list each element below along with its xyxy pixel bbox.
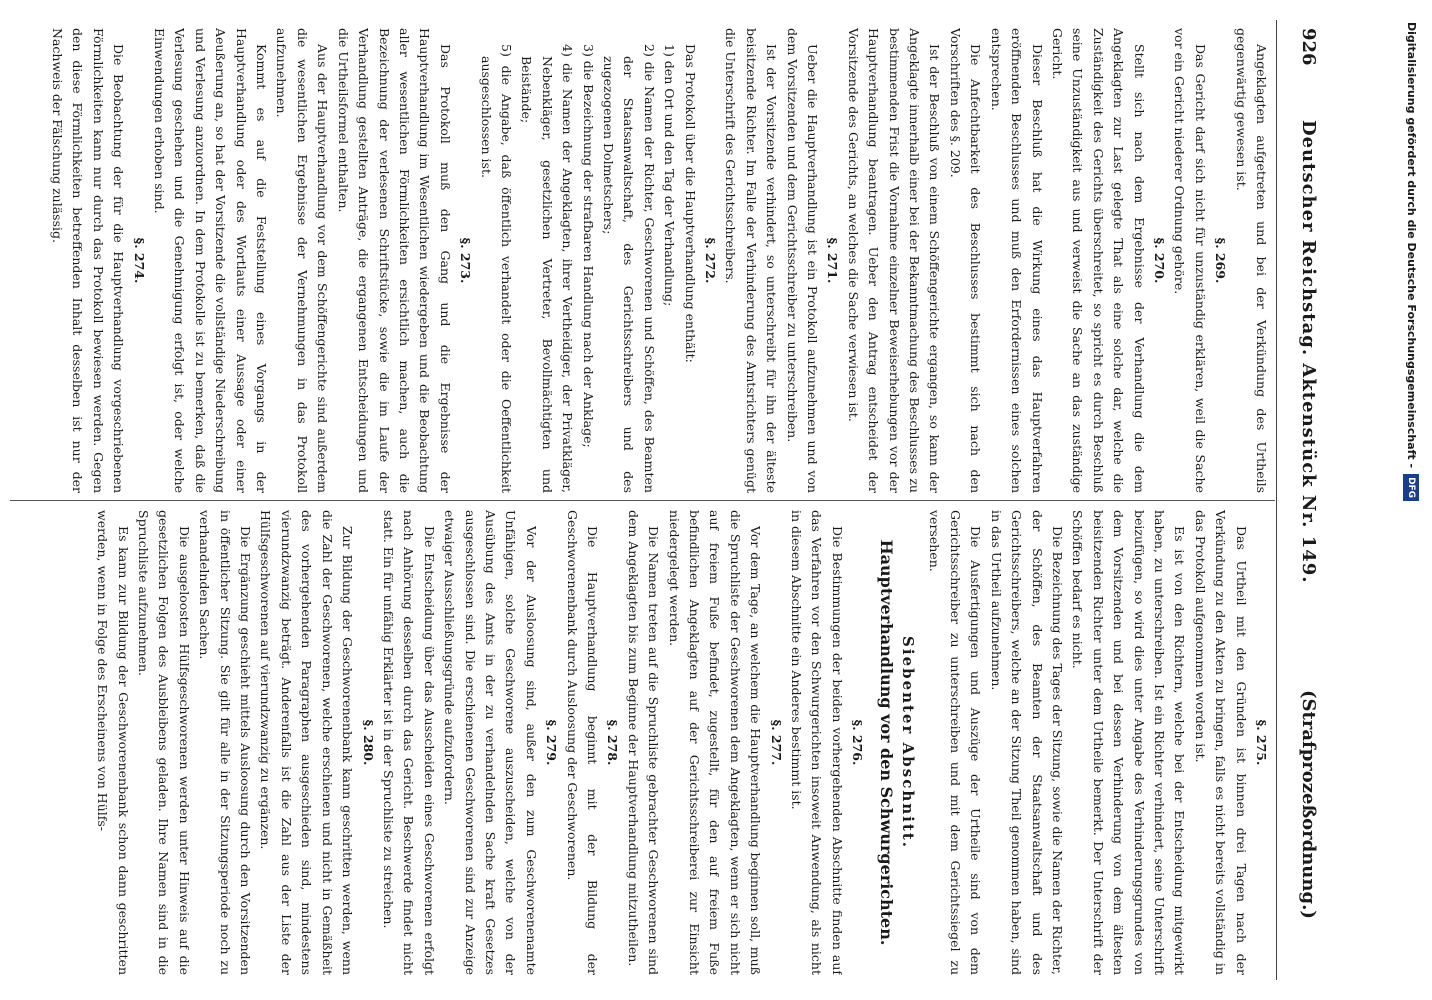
paragraph: Die Hauptverhandlung beginnt mit der Bildung der Geschworenenbank durch Ausloosung der Geschworenen. [564,510,600,975]
paragraph: Das Urtheil mit den Gründen ist binnen drei Tagen nach der Verkündung zu den Akten zu bringen, falls es nicht bereits vollständig in das Protokoll aufgenommen worden ist. [1192,510,1249,975]
credit-text: Digitalisierung gefördert durch die Deutsche Forschungsgemeinschaft - [1405,22,1418,469]
page-number: 926 [1298,28,1319,66]
right-column [6,510,1271,975]
section-number: §. 271. [825,237,841,284]
paragraph: Ueber die Hauptverhandlung ist ein Protokoll aufzunehmen und von dem Vorsitzenden und dem Gerichtsschreiber zu unterschreiben. [784,28,821,493]
section-number: §. 270. [1151,237,1167,284]
paragraph: Die Bezeichnung des Tages der Sitzung, sowie die Namen der Richter, der Schöffen, des Beamten der Staatsanwaltschaft und des Gerichtsschreibers, welche an der Sitzung Theil genommen haben, sind in das Urtheil aufzunehmen. [988,510,1065,975]
running-head-right: (Strafprozeßordnung.) [1298,690,1319,919]
section-number: §. 274. [131,237,147,284]
paragraph: Die Entscheidung über das Ausscheiden eines Geschworenen erfolgt nach Anhörung desselben durch das Gericht. Beschwerde findet nicht statt. Ein für unfähig Erklärter ist in der Spruchliste zu streichen. [380,510,437,975]
paragraph: Es kann zur Bildung der Geschworenenbank schon dann geschritten werden, wenn in Folge des Erscheinens von Hülfs- [95,510,131,975]
digitization-credit [1390,0,1432,1000]
page-header [1279,0,1319,1000]
paragraph: Stellt sich nach dem Ergebnisse der Verhandlung die dem Angeklagten zur Last gelegte That als eine solche dar, welche die Zuständigkeit des Gerichts überschreitet, so spricht es durch Beschluß seine Unzuständigkeit aus und verweist die Sache an das zuständige Gericht. [1049,28,1147,493]
paragraph: Die ausgeloosten Hülfsgeschworenen werden unter Hinweis auf die gesetzlichen Folgen des Ausbleibens geladen. Ihre Namen sind in die Spruchliste aufzunehmen. [136,510,192,975]
header-rule [1276,20,1277,980]
digitization-sidebar [1390,0,1432,1000]
paragraph: Zur Bildung der Geschworenenbank kann geschritten werden, wenn die Zahl der Geschworenen, welche erschienen und nicht in Gemäßheit des vorhergehenden Paragraphen ausgeschieden sind, mindestens vierundzwanzig beträgt. Anderenfalls ist die Zahl aus der Liste der Hülfsgeschworenen auf vierundzwanzig zu ergänzen. [258,510,356,975]
paragraph: Vor dem Tage, an welchem die Hauptverhandlung beginnen soll, muß die Spruchliste der Geschworenen dem Angeklagten, wenn er sich nicht auf freiem Fuße befindet, zugestellt, für den auf freiem Fuße befindlichen Angeklagten auf der Gerichtsschreiberei zur Einsicht niedergelegt werden. [666,510,764,975]
section-number: §. 273. [458,237,474,284]
paragraph: Die Beobachtung der für die Hauptverhandlung vorgeschriebenen Förmlichkeiten kann nur durch das Protokoll bewiesen werden. Gegen den diese Förmlichkeiten betreffenden Inhalt desselben ist nur der Nachweis der Fälschung zulässig. [50,28,127,493]
section-number: §. 276. [850,719,866,766]
section-number: §. 275. [1254,719,1269,766]
paragraph: Die Ergänzung geschieht mittels Ausloosung durch den Vorsitzenden in öffentlicher Sitzung. Sie gilt für alle in der Sitzungsperiode noch zu verhandelnden Sachen. [197,510,254,975]
paragraph: Das Protokoll über die Hauptverhandlung enthält: [682,44,698,363]
paragraph: Ist der Beschluß von einem Schöffengerichte ergangen, so kann der Angeklagte innerhalb einer bei der Bekanntmachung des Beschlusses zu bestimmenden Frist die Vornahme einzelner Beweiserhebungen vor der Hauptverhandlung beantragen. Ueber den Antrag entscheidet der Vorsitzende des Gerichts, an welches die Sache verwiesen ist. [845,28,943,493]
paragraph: Das Protokoll muß den Gang und die Ergebnisse der Hauptverhandlung im Wesentlichen wiedergeben und die Beobachtung aller wesentlichen Förmlichkeiten ersichtlich machen, auch die Bezeichnung der verlesenen Schriftstücke, sowie die im Laufe der Verhandlung gestellten Anträge, die ergangenen Entscheidungen und die Urtheilsformel enthalten. [335,28,453,493]
list-item: 1) den Ort und den Tag der Verhandlung; [662,44,678,307]
list-item: 3) die Bezeichnung der strafbaren Handlung nach der Anklage; [580,44,596,448]
paragraph: Angeklagten aufgetreten und bei der Verkündung des Urtheils gegenwärtig gewesen ist. [1233,28,1269,493]
rotated-page-content [2,0,1327,1000]
paragraph: Ist der Vorsitzende verhindert, so unterschreibt für ihn der älteste beisitzende Richter. Im Falle der Verhinderung des Amtsrichters genügt die Unterschrift des Gerichtsschreibers. [723,28,780,493]
chapter-subheading: Hauptverhandlung vor den Schwurgerichten. [876,539,896,946]
paragraph: Vor der Ausloosung sind, außer den zum Geschworenenamte Unfähigen, solche Geschworene auszuscheiden, welche von der Ausübung des Amts in der zu verhandelnden Sache kraft Gesetzes ausgeschlossen sind. Die erschienenen Geschworenen sind zur Anzeige etwaiger Ausschließungsgründe aufzufordern. [442,510,539,975]
column-divider [10,500,1275,501]
left-column [6,28,1271,493]
chapter-title: Siebenter Abschnitt. [899,636,918,849]
paragraph: Das Gericht darf sich nicht für unzuständig erklären, weil die Sache vor ein Gericht niederer Ordnung gehöre. [1172,28,1208,493]
list-item: 5) die Angabe, daß öffentlich verhandelt oder die Oeffentlichkeit ausgeschlossen ist. [478,44,514,493]
section-number: §. 279. [544,719,560,766]
list-item: 4) die Namen der Angeklagten, ihrer Vertheidiger, der Privatkläger, Nebenkläger, gesetzlichen Vertreter, Bevollmächtigten und Beistände; [519,44,576,493]
dfg-logo: DFG [1403,474,1419,501]
paragraph: Die Anfechtbarkeit des Beschlusses bestimmt sich nach den Vorschriften des §. 209. [947,28,984,493]
paragraph: Kommt es auf die Feststellung eines Vorgangs in der Hauptverhandlung oder des Wortlauts einer Aussage oder einer Aeußerung an, so hat der Vorsitzende die vollständige Niederschreibung und Verlesung anzuordnen. In dem Protokolle ist zu bemerken, daß die Verlesung geschehen und die Genehmigung erfolgt ist, oder welche Einwendungen erhoben sind. [152,28,270,493]
section-number: §. 277. [768,719,784,766]
paragraph: Es ist von den Richtern, welche bei der Entscheidung mitgewirkt haben, zu unterschreiben. Ist ein Richter verhindert, seine Unterschrift beizufügen, so wird dies unter Angabe des Verhinderungsgrundes von dem Vorsitzenden und bei dessen Verhinderung von dem ältesten beisitzenden Richter unter dem Urtheile bemerkt. Der Unterschrift der Schöffen bedarf es nicht. [1070,510,1188,975]
section-number: §. 272. [703,237,719,284]
section-number: §. 278. [605,719,621,766]
section-number: §. 280. [360,719,376,766]
paragraph: Die Namen treten auf die Spruchliste gebrachter Geschworenen sind dem Angeklagten bis zum Beginne der Hauptverhandlung mitzutheilen. [625,510,662,975]
paragraph: Die Ausfertigungen und Auszüge der Urtheile sind von dem Gerichtsschreiber zu unterschreiben und mit dem Gerichtssiegel zu versehen. [927,510,984,975]
paragraph: Die Bestimmungen der beiden vorhergehenden Abschnitte finden auf das Verfahren vor den Schwurgerichten insoweit Anwendung, als nicht in diesem Abschnitte ein Anderes bestimmt ist. [789,510,845,975]
running-title: Deutscher Reichstag. Aktenstück Nr. 149. [1298,120,1319,584]
list-item: 2) die Namen der Richter, Geschworenen und Schöffen, des Beamten der Staatsanwaltschaft, des Gerichtsschreibers und des zugezogenen Dolmetschers; [601,44,657,493]
paragraph: Dieser Beschluß hat die Wirkung eines das Hauptverfahren eröffnenden Beschlusses und muß den Erfordernissen eines solchen entsprechen. [988,28,1045,493]
paragraph: Aus der Hauptverhandlung vor dem Schöffengerichte sind außerdem die wesentlichen Ergebnisse der Vernehmungen in das Protokoll aufzunehmen. [274,28,331,493]
section-number: §. 269. [1213,237,1229,284]
